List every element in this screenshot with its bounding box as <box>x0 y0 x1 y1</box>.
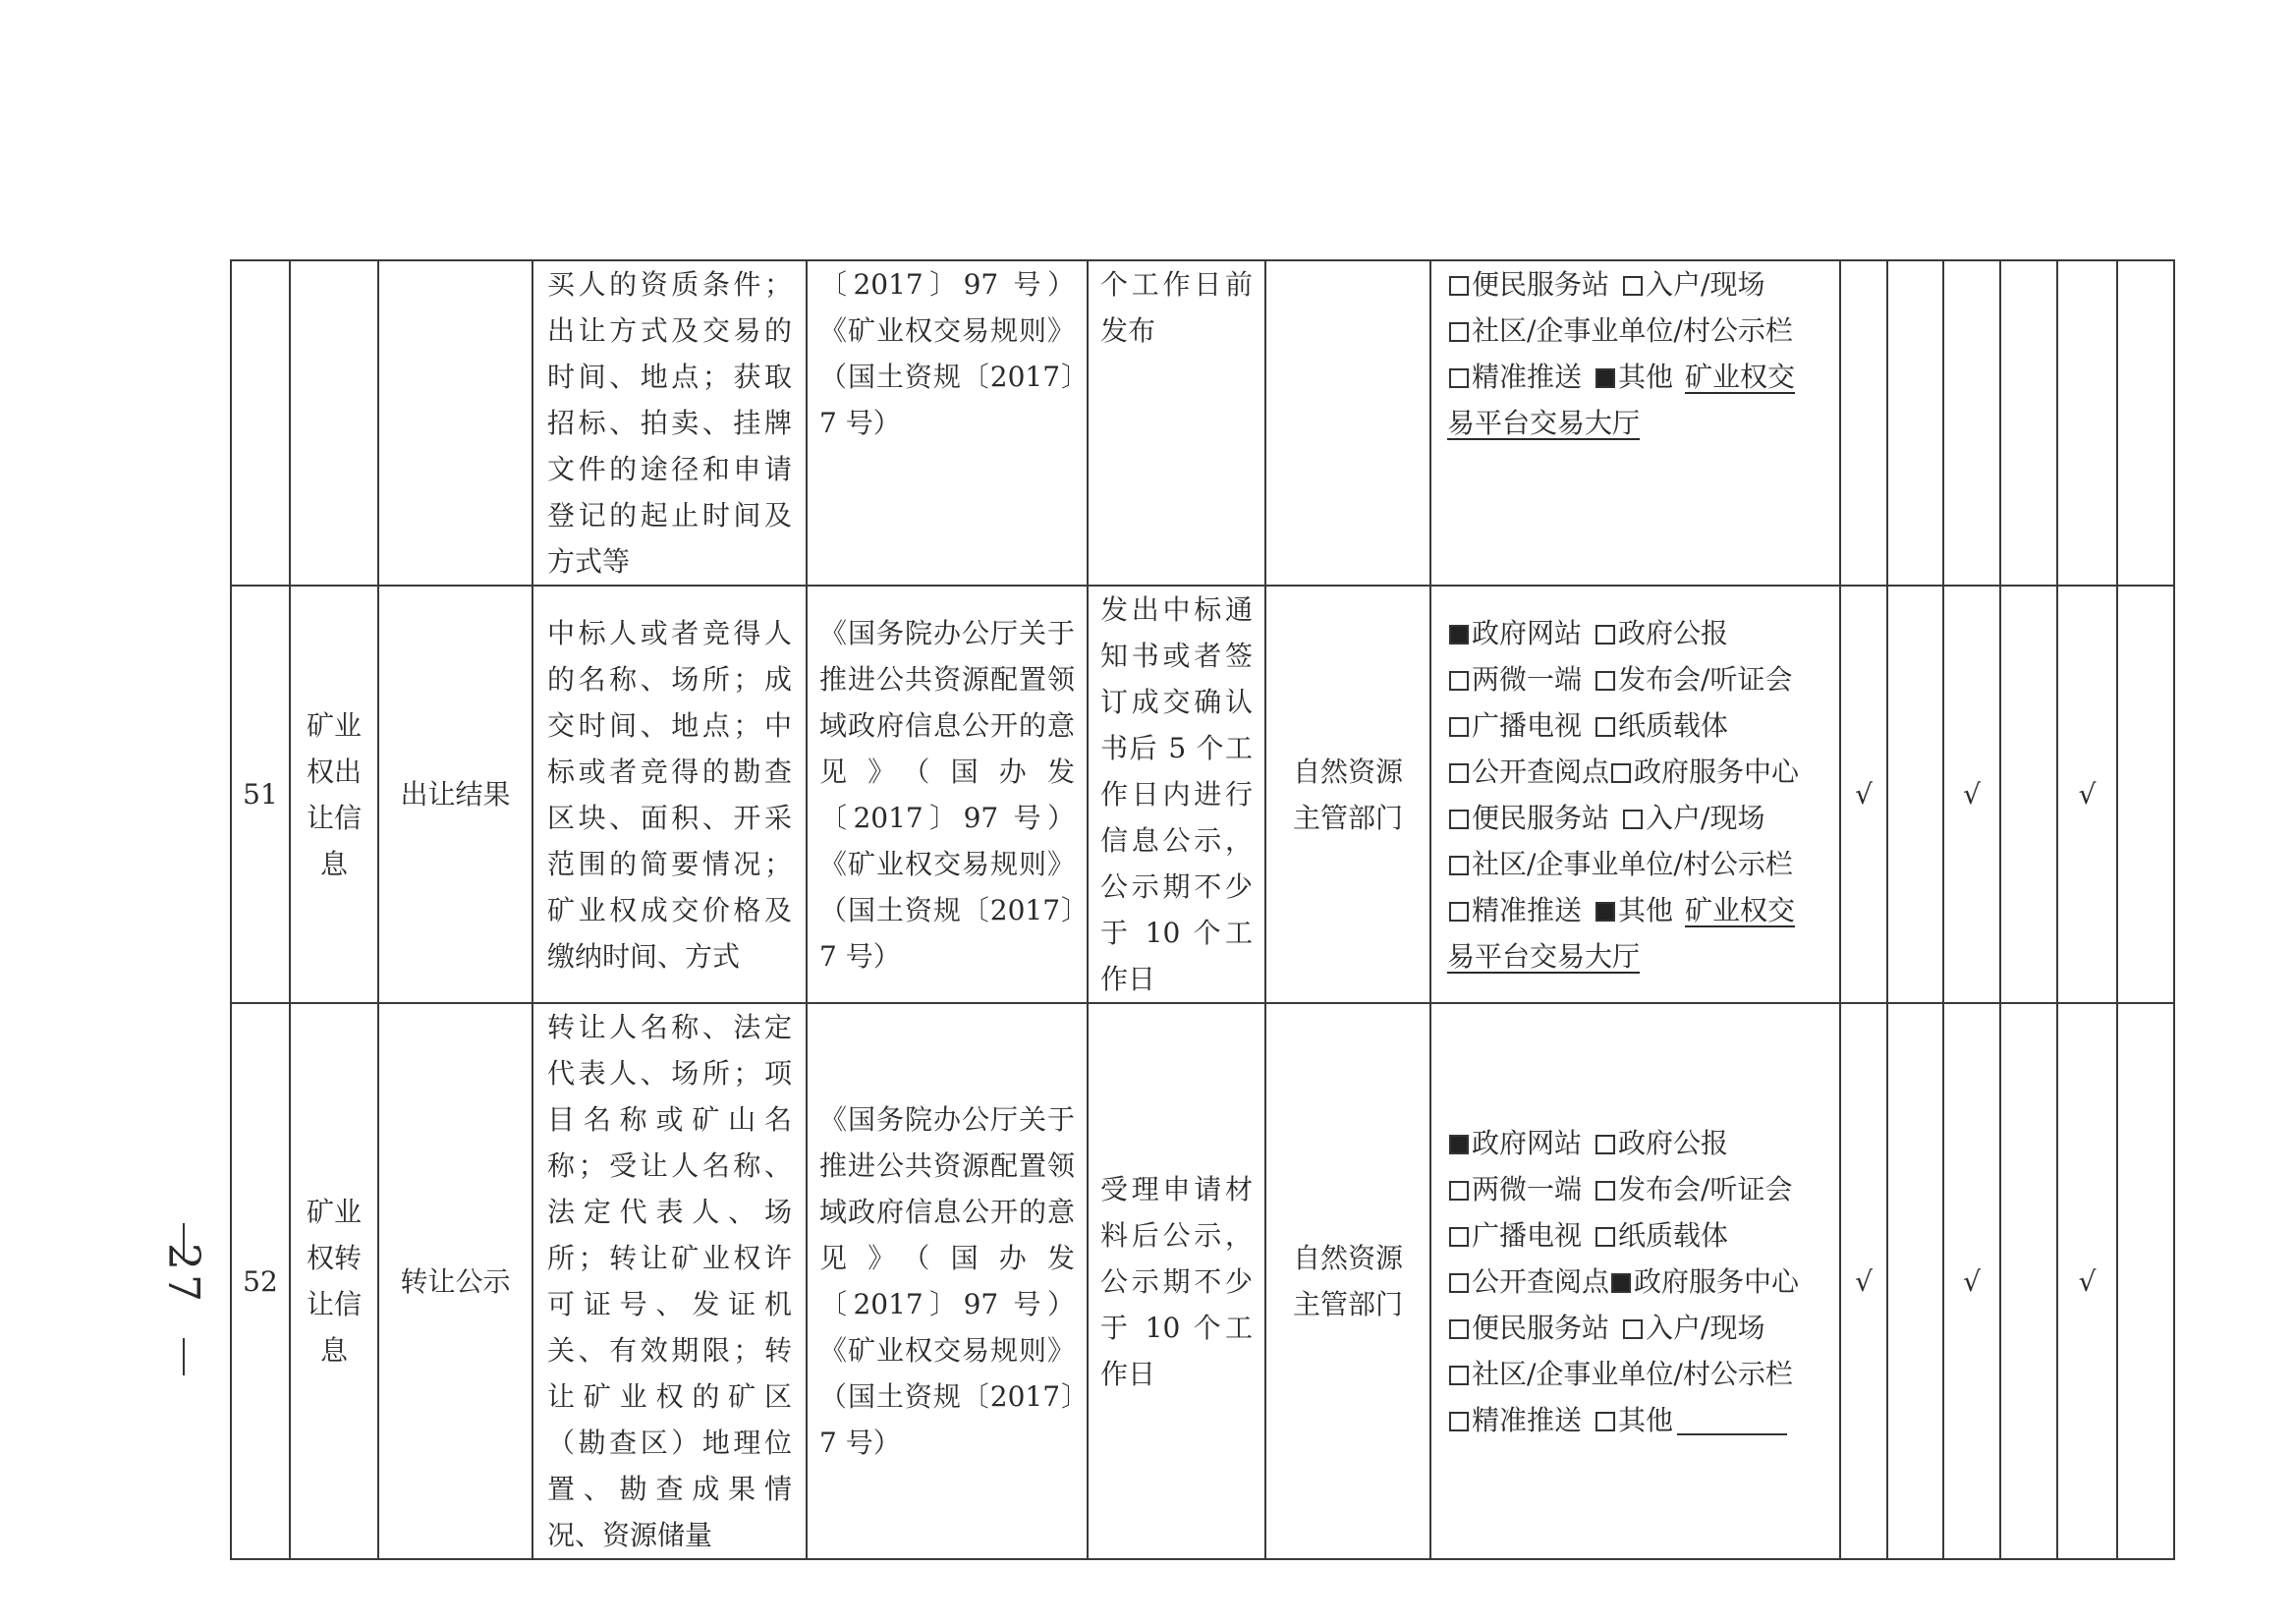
channel-label: 政府服务中心 <box>1634 755 1800 788</box>
channel-line <box>1447 1397 1823 1443</box>
channel-label: 广播电视 <box>1472 708 1583 742</box>
row-number-cell: 51 <box>231 586 290 1003</box>
channel-label: 广播电视 <box>1472 1218 1583 1252</box>
channel-label: 公开查阅点 <box>1472 1264 1610 1298</box>
checkbox-unchecked-icon <box>1595 1412 1615 1431</box>
channel-line <box>1447 1120 1823 1166</box>
checkbox-unchecked-icon <box>1595 671 1615 691</box>
channel-line <box>1447 887 1823 933</box>
checkbox-unchecked-icon <box>1595 717 1615 737</box>
subject-cell <box>1265 260 1430 586</box>
channel-label: 政府服务中心 <box>1634 1264 1800 1298</box>
category-text: 矿业权转让信息 <box>306 1196 362 1367</box>
checkbox-unchecked-icon <box>1449 1412 1469 1431</box>
channel-line <box>1447 795 1823 841</box>
channel-line <box>1447 841 1823 887</box>
table-row <box>231 1003 2174 1559</box>
channel-label: 其他 <box>1618 361 1674 393</box>
mark-cell <box>1887 586 1943 1003</box>
channel-line <box>1447 702 1823 749</box>
channel-label: 社区/企事业单位/村公示栏 <box>1472 314 1793 347</box>
mark-cell <box>2117 1003 2174 1559</box>
mark-cell: √ <box>1943 586 2000 1003</box>
channel-line <box>1447 1212 1823 1259</box>
checkbox-unchecked-icon <box>1449 322 1469 342</box>
channel-line <box>1447 1305 1823 1351</box>
basis-cell: 〔2017〕97 号）《矿业权交易规则》（国土资规〔2017〕7 号） <box>807 260 1088 586</box>
other-channel-text: 易平台交易大厅 <box>1447 407 1641 439</box>
page-number: 27 <box>158 1243 208 1306</box>
item-cell <box>378 260 532 586</box>
subject-text: 自然资源主管部门 <box>1292 755 1403 834</box>
checkbox-unchecked-icon <box>1449 368 1469 388</box>
checkbox-unchecked-icon <box>1449 1366 1469 1385</box>
checkbox-unchecked-icon <box>1595 1135 1615 1154</box>
mark-cell: √ <box>2057 1003 2117 1559</box>
channel-label: 其他 <box>1618 893 1674 926</box>
row-number-cell: 52 <box>231 1003 290 1559</box>
channel-label: 发布会/听证会 <box>1618 1172 1793 1205</box>
mark-cell: √ <box>2057 586 2117 1003</box>
disclosure-table <box>230 259 2175 1560</box>
other-channel-text: 矿业权交 <box>1685 893 1796 926</box>
channel-label: 便民服务站 <box>1472 1311 1610 1344</box>
channel-label: 精准推送 <box>1472 1403 1583 1436</box>
channel-line <box>1447 400 1823 446</box>
channel-line <box>1447 610 1823 656</box>
checkbox-unchecked-icon <box>1595 625 1615 644</box>
channel-label: 纸质载体 <box>1618 1218 1729 1252</box>
other-channel-text: 矿业权交 <box>1685 361 1796 393</box>
channel-label: 政府网站 <box>1472 1126 1583 1159</box>
checkbox-checked-icon <box>1595 902 1615 922</box>
mark-cell <box>1887 260 1943 586</box>
mark-cell: √ <box>1840 586 1887 1003</box>
category-cell <box>290 586 378 1003</box>
category-cell <box>290 260 378 586</box>
mark-cell: √ <box>1943 1003 2000 1559</box>
channel-label: 入户/现场 <box>1646 801 1765 834</box>
channel-label: 精准推送 <box>1472 361 1583 393</box>
mark-cell <box>1943 260 2000 586</box>
mark-cell: √ <box>1840 1003 1887 1559</box>
category-text: 矿业权出让信息 <box>306 708 362 880</box>
checkbox-checked-icon <box>1449 625 1469 644</box>
time-cell: 个工作日前发布 <box>1088 260 1265 586</box>
item-cell: 转让公示 <box>378 1003 532 1559</box>
channel-label: 两微一端 <box>1472 662 1583 696</box>
channels-cell <box>1430 260 1840 586</box>
checkbox-unchecked-icon <box>1449 276 1469 296</box>
mark-cell <box>2000 586 2057 1003</box>
channel-label: 纸质载体 <box>1618 708 1729 742</box>
other-channel-text: 易平台交易大厅 <box>1447 939 1641 973</box>
channel-label: 便民服务站 <box>1472 801 1610 834</box>
channel-label: 两微一端 <box>1472 1172 1583 1205</box>
channel-label: 入户/现场 <box>1646 1311 1765 1344</box>
channel-label: 精准推送 <box>1472 893 1583 926</box>
checkbox-unchecked-icon <box>1449 902 1469 922</box>
channel-line <box>1447 261 1823 308</box>
channel-label: 社区/企事业单位/村公示栏 <box>1472 1357 1793 1390</box>
time-cell: 发出中标通知书或者签订成交确认书后 5 个工作日内进行信息公示，公示期不少于 10 个工作日 <box>1088 586 1265 1003</box>
checkbox-checked-icon <box>1449 1135 1469 1154</box>
table-row <box>231 260 2174 586</box>
mark-cell <box>2000 260 2057 586</box>
checkbox-unchecked-icon <box>1449 1319 1469 1339</box>
content-cell: 中标人或者竞得人的名称、场所；成交时间、地点；中标或者竞得的勘查区块、面积、开采范围的简要情况；矿业权成交价格及缴纳时间、方式 <box>532 586 807 1003</box>
checkbox-unchecked-icon <box>1449 763 1469 783</box>
checkbox-checked-icon <box>1595 368 1615 388</box>
checkbox-unchecked-icon <box>1449 1181 1469 1201</box>
checkbox-unchecked-icon <box>1449 1227 1469 1247</box>
channels-cell <box>1430 1003 1840 1559</box>
content-cell: 买人的资质条件；出让方式及交易的时间、地点；获取招标、拍卖、挂牌文件的途径和申请登记的起止时间及方式等 <box>532 260 807 586</box>
channel-label: 政府公报 <box>1618 1126 1729 1159</box>
subject-cell <box>1265 586 1430 1003</box>
channel-label: 政府公报 <box>1618 616 1729 649</box>
checkbox-unchecked-icon <box>1623 276 1643 296</box>
channel-line <box>1447 1259 1823 1305</box>
channel-label: 其他 <box>1618 1403 1674 1436</box>
channel-line <box>1447 749 1823 795</box>
checkbox-unchecked-icon <box>1449 1273 1469 1293</box>
checkbox-unchecked-icon <box>1449 671 1469 691</box>
mark-cell <box>2117 260 2174 586</box>
mark-cell <box>1840 260 1887 586</box>
checkbox-unchecked-icon <box>1449 856 1469 875</box>
checkbox-unchecked-icon <box>1595 1181 1615 1201</box>
table-row <box>231 586 2174 1003</box>
checkbox-unchecked-icon <box>1449 717 1469 737</box>
content-cell: 转让人名称、法定代表人、场所；项目名称或矿山名称；受让人名称、法定代表人、场所；转让矿业权许可证号、发证机关、有效期限；转让矿业权的矿区（勘查区）地理位置、勘查成果情况、资源储量 <box>532 1003 807 1559</box>
channel-label: 政府网站 <box>1472 616 1583 649</box>
channel-label: 公开查阅点 <box>1472 755 1610 788</box>
channel-label: 发布会/听证会 <box>1618 662 1793 696</box>
item-cell: 出让结果 <box>378 586 532 1003</box>
checkbox-unchecked-icon <box>1623 810 1643 829</box>
row-number-cell <box>231 260 290 586</box>
mark-cell <box>2057 260 2117 586</box>
channel-line <box>1447 933 1823 980</box>
mark-cell <box>2117 586 2174 1003</box>
checkbox-unchecked-icon <box>1595 1227 1615 1247</box>
channel-line <box>1447 1166 1823 1212</box>
checkbox-checked-icon <box>1611 1273 1631 1293</box>
channel-label: 社区/企事业单位/村公示栏 <box>1472 847 1793 880</box>
category-cell <box>290 1003 378 1559</box>
channel-line <box>1447 1351 1823 1397</box>
channel-label: 便民服务站 <box>1472 268 1610 301</box>
subject-cell <box>1265 1003 1430 1559</box>
channel-line <box>1447 656 1823 702</box>
subject-text: 自然资源主管部门 <box>1292 1242 1403 1320</box>
channel-line <box>1447 354 1823 400</box>
basis-cell: 《国务院办公厅关于推进公共资源配置领域政府信息公开的意见》（国办发〔2017〕97 号）《矿业权交易规则》（国土资规〔2017〕7 号） <box>807 586 1088 1003</box>
channel-label: 入户/现场 <box>1646 268 1765 301</box>
page-number-dash-bottom <box>183 1338 185 1375</box>
channel-line <box>1447 308 1823 354</box>
basis-cell: 《国务院办公厅关于推进公共资源配置领域政府信息公开的意见》（国办发〔2017〕97 号）《矿业权交易规则》（国土资规〔2017〕7 号） <box>807 1003 1088 1559</box>
mark-cell <box>2000 1003 2057 1559</box>
channels-cell <box>1430 586 1840 1003</box>
blank-fill-line <box>1677 1406 1787 1435</box>
mark-cell <box>1887 1003 1943 1559</box>
time-cell: 受理申请材料后公示，公示期不少于 10 个工作日 <box>1088 1003 1265 1559</box>
checkbox-unchecked-icon <box>1611 763 1631 783</box>
checkbox-unchecked-icon <box>1449 810 1469 829</box>
checkbox-unchecked-icon <box>1623 1319 1643 1339</box>
